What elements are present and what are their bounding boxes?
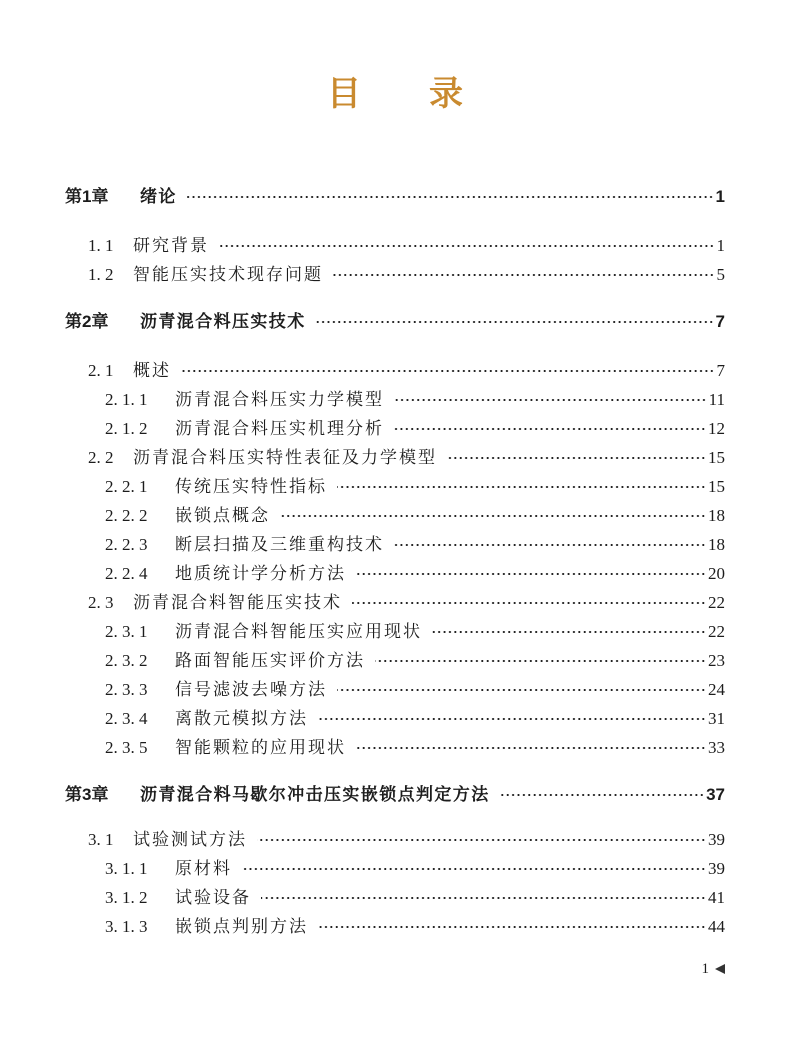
page-number: 39 — [708, 830, 725, 849]
toc-subsection — [0, 675, 790, 704]
toc-subsection — [0, 704, 790, 733]
entry-title: 沥青混合料压实特性表征及力学模型 — [133, 448, 437, 467]
dot-leader — [261, 895, 706, 901]
entry-title: 断层扫描及三维重构技术 — [175, 535, 384, 554]
subsection-number: 2. 1. 2 — [105, 419, 148, 438]
section-number: 3. 1 — [88, 830, 114, 849]
section-number: 2. 2 — [88, 448, 114, 467]
entry-title: 沥青混合料压实机理分析 — [175, 419, 384, 438]
entry-title: 传统压实特性指标 — [175, 477, 327, 496]
entry-title: 沥青混合料马歇尔冲击压实嵌锁点判定方法 — [140, 785, 490, 804]
dot-leader — [337, 484, 706, 490]
entry-title: 绪论 — [140, 187, 177, 206]
entry-title: 嵌锁点判别方法 — [175, 917, 308, 936]
page-number: 24 — [708, 680, 725, 699]
entry-title: 智能压实技术现存问题 — [133, 265, 323, 284]
toc-chapter-3 — [0, 780, 790, 809]
dot-leader — [352, 600, 706, 606]
entry-title: 信号滤波去噪方法 — [175, 680, 327, 699]
dot-leader — [316, 319, 714, 325]
page-number: 15 — [708, 448, 725, 467]
page-number: 41 — [708, 888, 725, 907]
chapter-label: 第3章 — [65, 785, 109, 804]
toc-chapter-2 — [0, 307, 790, 336]
entry-title: 智能颗粒的应用现状 — [175, 738, 346, 757]
subsection-number: 3. 1. 3 — [105, 917, 148, 936]
section-number: 1. 1 — [88, 236, 114, 255]
toc-subsection — [0, 414, 790, 443]
toc-subsection — [0, 733, 790, 762]
page-number: 18 — [708, 506, 725, 525]
subsection-number: 2. 2. 3 — [105, 535, 148, 554]
page-number: 23 — [708, 651, 725, 670]
dot-leader — [394, 542, 706, 548]
toc-section — [0, 231, 790, 260]
page-number: 31 — [708, 709, 725, 728]
entry-title: 离散元模拟方法 — [175, 709, 308, 728]
page-number: 37 — [706, 785, 725, 804]
entry-title: 研究背景 — [133, 236, 209, 255]
page-number: 39 — [708, 859, 725, 878]
dot-leader — [181, 368, 715, 374]
dot-leader — [257, 837, 706, 843]
toc-subsection — [0, 559, 790, 588]
dot-leader — [337, 687, 706, 693]
dot-leader — [333, 272, 715, 278]
toc-subsection — [0, 530, 790, 559]
dot-leader — [356, 745, 706, 751]
entry-title: 试验测试方法 — [133, 830, 247, 849]
subsection-number: 2. 1. 1 — [105, 390, 148, 409]
subsection-number: 3. 1. 1 — [105, 859, 148, 878]
page-number: 1 — [716, 236, 725, 255]
dot-leader — [394, 397, 707, 403]
toc-section — [0, 443, 790, 472]
page-number: 33 — [708, 738, 725, 757]
toc-subsection — [0, 501, 790, 530]
chapter-label: 第1章 — [65, 187, 109, 206]
page-title: 目 录 — [327, 76, 463, 113]
dot-leader — [432, 629, 706, 635]
subsection-number: 2. 3. 3 — [105, 680, 148, 699]
page-number: 1 — [715, 187, 725, 206]
dot-leader — [242, 866, 706, 872]
page-number: 20 — [708, 564, 725, 583]
entry-title: 原材料 — [175, 859, 232, 878]
dot-leader — [394, 426, 706, 432]
page-number: 7 — [715, 312, 725, 331]
dot-leader — [375, 658, 706, 664]
folio-number: 1 — [701, 961, 709, 977]
entry-title: 试验设备 — [175, 888, 251, 907]
toc-subsection — [0, 883, 790, 912]
toc-subsection — [0, 385, 790, 414]
subsection-number: 2. 2. 1 — [105, 477, 148, 496]
page-number: 18 — [708, 535, 725, 554]
toc-chapter-1 — [0, 182, 790, 211]
dot-leader — [187, 194, 714, 200]
page-number: 11 — [708, 390, 725, 409]
subsection-number: 3. 1. 2 — [105, 888, 148, 907]
chapter-label: 第2章 — [65, 312, 109, 331]
subsection-number: 2. 3. 1 — [105, 622, 148, 641]
dot-leader — [500, 792, 704, 798]
toc-subsection — [0, 646, 790, 675]
toc-subsection — [0, 912, 790, 941]
toc-section — [0, 588, 790, 617]
entry-title: 概述 — [133, 361, 171, 380]
page-number: 12 — [708, 419, 725, 438]
dot-leader — [356, 571, 706, 577]
left-triangle-icon — [715, 964, 725, 974]
toc-subsection — [0, 617, 790, 646]
toc-subsection — [0, 472, 790, 501]
dot-leader — [447, 455, 706, 461]
page-number: 22 — [708, 622, 725, 641]
entry-title: 地质统计学分析方法 — [175, 564, 346, 583]
subsection-number: 2. 3. 4 — [105, 709, 148, 728]
entry-title: 路面智能压实评价方法 — [175, 651, 365, 670]
page-number: 5 — [716, 265, 725, 284]
subsection-number: 2. 3. 5 — [105, 738, 148, 757]
page-number: 44 — [708, 917, 725, 936]
dot-leader — [219, 243, 715, 249]
toc-subsection — [0, 854, 790, 883]
table-of-contents — [0, 182, 790, 941]
section-number: 1. 2 — [88, 265, 114, 284]
subsection-number: 2. 2. 2 — [105, 506, 148, 525]
entry-title: 沥青混合料智能压实应用现状 — [175, 622, 422, 641]
page-number: 22 — [708, 593, 725, 612]
entry-title: 沥青混合料压实力学模型 — [175, 390, 384, 409]
page-number: 7 — [716, 361, 725, 380]
page-number: 15 — [708, 477, 725, 496]
entry-title: 沥青混合料压实技术 — [140, 312, 306, 331]
entry-title: 沥青混合料智能压实技术 — [133, 593, 342, 612]
toc-section — [0, 260, 790, 289]
dot-leader — [318, 924, 706, 930]
subsection-number: 2. 2. 4 — [105, 564, 148, 583]
dot-leader — [318, 716, 706, 722]
section-number: 2. 1 — [88, 361, 114, 380]
entry-title: 嵌锁点概念 — [175, 506, 270, 525]
dot-leader — [280, 513, 706, 519]
toc-section — [0, 356, 790, 385]
toc-section — [0, 825, 790, 854]
page-footer — [702, 958, 726, 980]
section-number: 2. 3 — [88, 593, 114, 612]
subsection-number: 2. 3. 2 — [105, 651, 148, 670]
